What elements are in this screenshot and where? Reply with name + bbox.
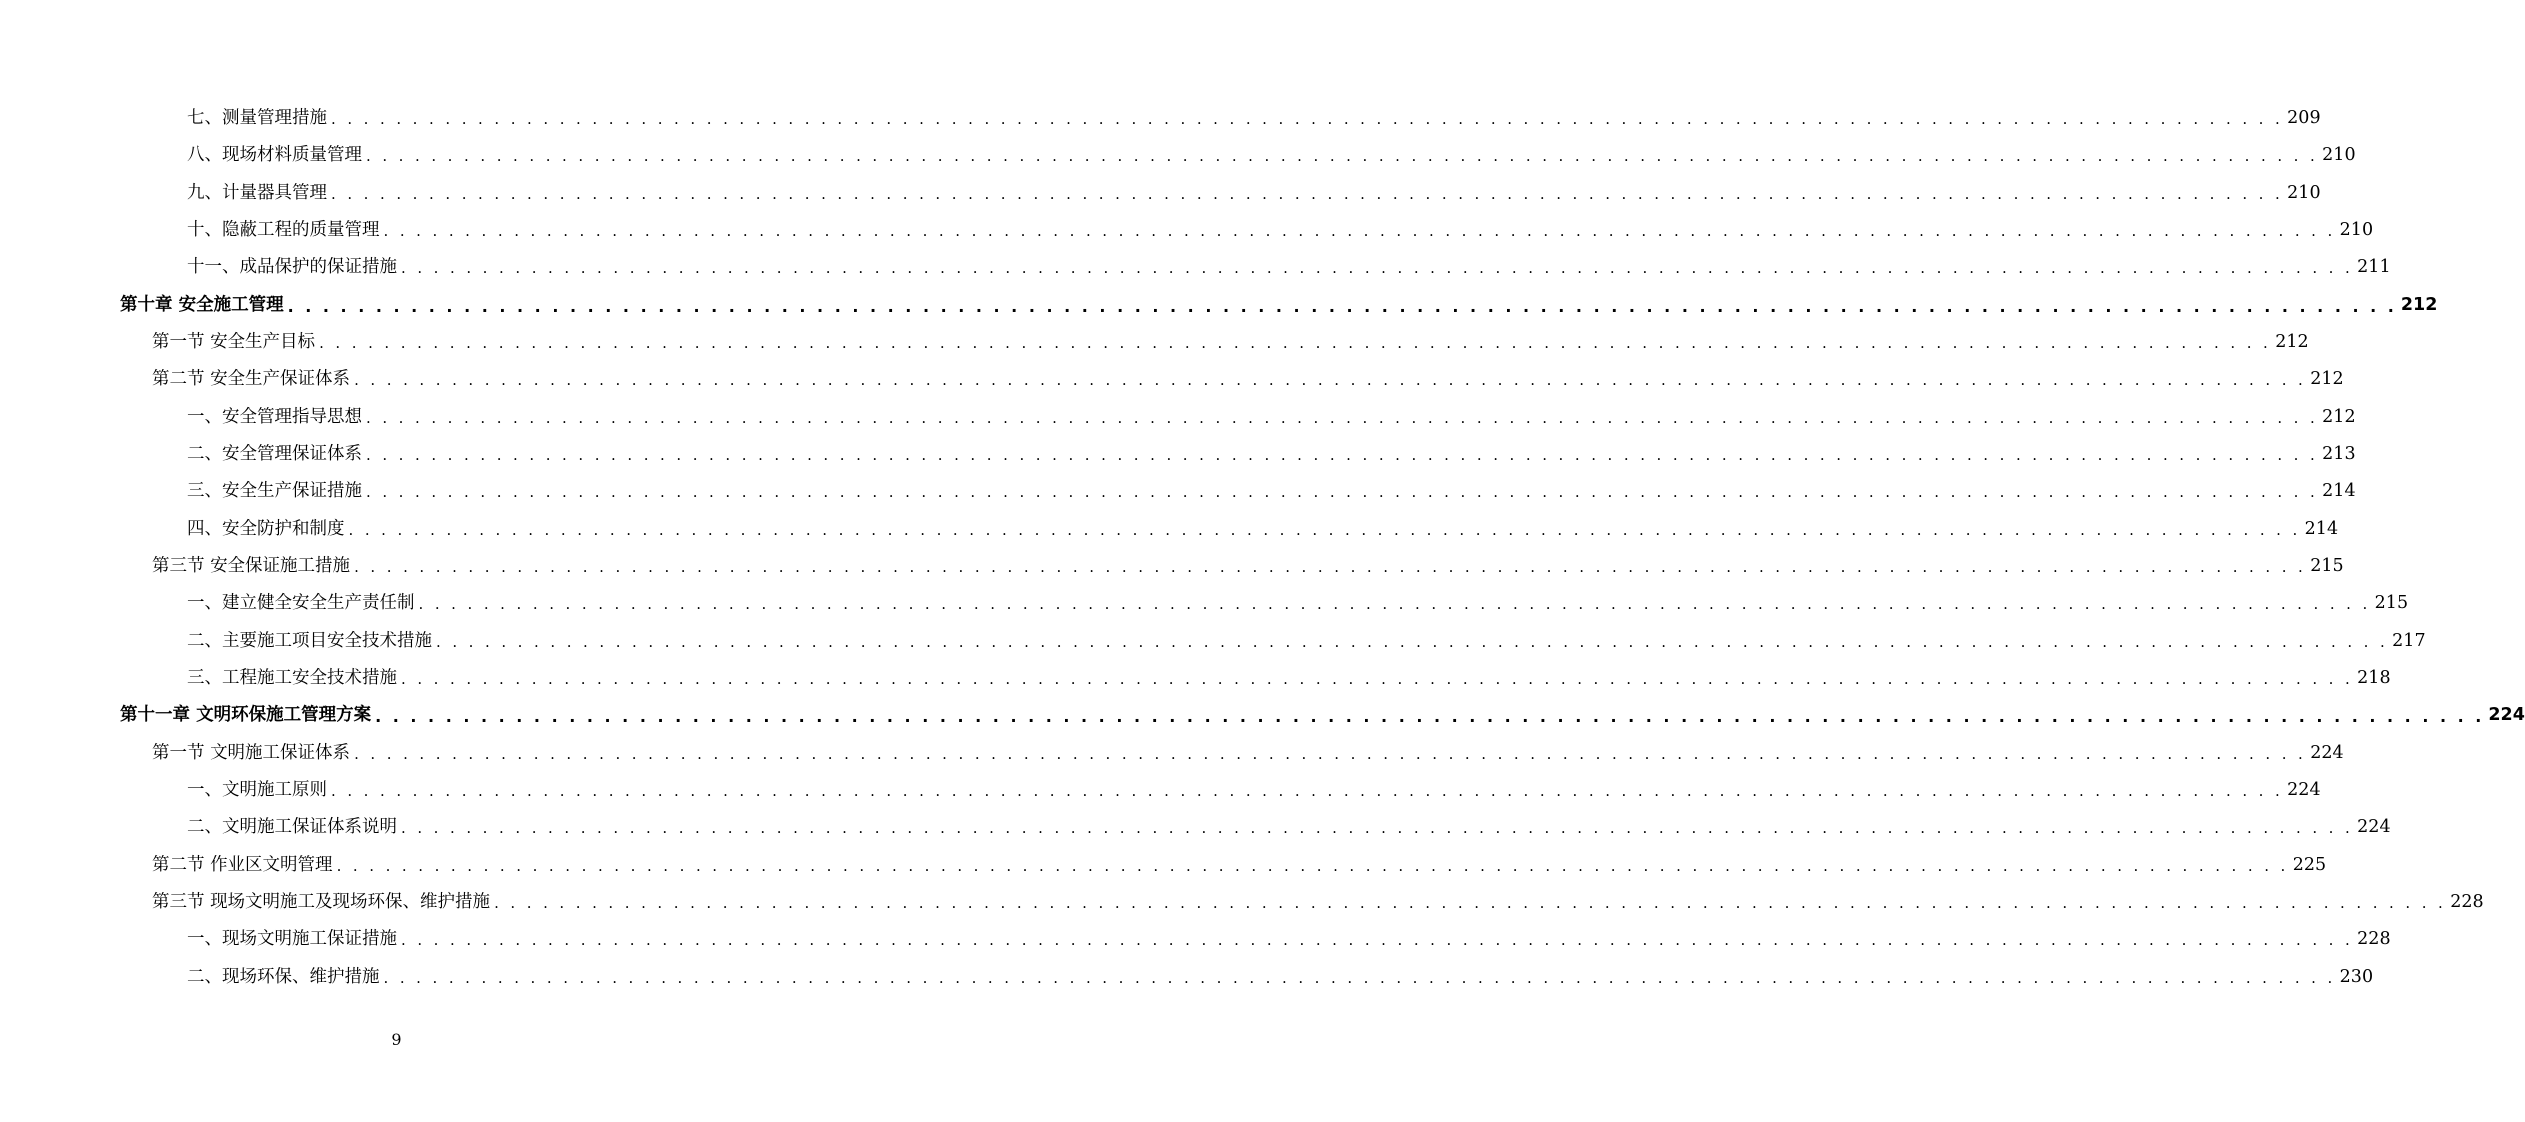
toc-entry-title: 一、建立健全安全生产责任制 <box>187 593 415 614</box>
toc-section-entry[interactable] <box>0 847 2327 884</box>
toc-dot-leader: . . . . . . . . . . . . . . . . . . . . . . . . . . . . . . . . . . . . . . . . . . . . . . . . . . . . . . . . . . . . . . . . . . . . . . . . . . . . . . . . . . . . . . . . . . . . . . . . . . . . . . . . . . . . . . . . . . . . . . . . <box>494 893 2447 912</box>
toc-chapter-entry[interactable] <box>0 697 2525 734</box>
toc-dot-leader: . . . . . . . . . . . . . . . . . . . . . . . . . . . . . . . . . . . . . . . . . . . . . . . . . . . . . . . . . . . . . . . . . . . . . . . . . . . . . . . . . . . . . . . . . . . . . . . . . . . . . . . . . . . . . . . . . . . . . . . . <box>354 557 2307 576</box>
toc-section-entry[interactable] <box>0 548 2344 585</box>
toc-entry-title: 第十一章 文明环保施工管理方案 <box>120 705 372 726</box>
toc-entry-page: 214 <box>2322 481 2356 502</box>
toc-entry-page: 213 <box>2322 443 2356 464</box>
toc-subsection-entry[interactable] <box>0 921 2391 958</box>
toc-entry-page: 215 <box>2374 593 2409 614</box>
toc-subsection-entry[interactable] <box>0 100 2321 137</box>
toc-subsection-entry[interactable] <box>0 436 2356 473</box>
toc-entry-title: 十一、成品保护的保证措施 <box>187 257 397 278</box>
toc-dot-leader: . . . . . . . . . . . . . . . . . . . . . . . . . . . . . . . . . . . . . . . . . . . . . . . . . . . . . . . . . . . . . . . . . . . . . . . . . . . . . . . . . . . . . . . . . . . . . . . . . . . . . . . . . . . . . . . . . . . . . . . . <box>436 632 2389 651</box>
toc-entry-page: 228 <box>2450 891 2484 912</box>
toc-dot-leader: . . . . . . . . . . . . . . . . . . . . . . . . . . . . . . . . . . . . . . . . . . . . . . . . . . . . . . . . . . . . . . . . . . . . . . . . . . . . . . . . . . . . . . . . . . . . . . . . . . . . . . . . . . . . . . . . . . . . . . . . <box>383 968 2336 987</box>
toc-entry-page: 224 <box>2357 817 2391 838</box>
table-of-contents <box>0 100 2525 996</box>
toc-entry-page: 228 <box>2357 929 2391 950</box>
toc-section-entry[interactable] <box>0 884 2484 921</box>
toc-entry-title: 一、现场文明施工保证措施 <box>187 929 397 950</box>
toc-dot-leader: . . . . . . . . . . . . . . . . . . . . . . . . . . . . . . . . . . . . . . . . . . . . . . . . . . . . . . . . . . . . . . . . . . . . . . . . . . . . . . . . . . . . . . . . . . . . . . . . . . . . . . . . . . . . . . . . . . . . . . . . <box>383 221 2336 240</box>
toc-subsection-entry[interactable] <box>0 511 2339 548</box>
toc-subsection-entry[interactable] <box>0 473 2356 510</box>
toc-entry-page: 214 <box>2304 518 2339 539</box>
toc-chapter-entry[interactable] <box>0 287 2438 324</box>
toc-entry-page: 211 <box>2357 257 2391 278</box>
toc-entry-title: 四、安全防护和制度 <box>187 518 345 539</box>
toc-subsection-entry[interactable] <box>0 660 2391 697</box>
toc-entry-page: 212 <box>2322 406 2356 427</box>
toc-subsection-entry[interactable] <box>0 249 2391 286</box>
toc-entry-page: 212 <box>2400 294 2438 315</box>
toc-entry-page: 209 <box>2287 108 2321 128</box>
toc-dot-leader: . . . . . . . . . . . . . . . . . . . . . . . . . . . . . . . . . . . . . . . . . . . . . . . . . . . . . . . . . . . . . . . . . . . . . . . . . . . . . . . . . . . . . . . . . . . . . . . . . . . . . . . . . . . . . . . . . . . . . . . . <box>401 819 2354 838</box>
toc-entry-title: 二、现场环保、维护措施 <box>187 966 380 987</box>
toc-entry-page: 224 <box>2310 742 2344 763</box>
toc-section-entry[interactable] <box>0 361 2344 398</box>
toc-subsection-entry[interactable] <box>0 175 2321 212</box>
page-number: 9 <box>391 1030 402 1049</box>
toc-dot-leader: . . . . . . . . . . . . . . . . . . . . . . . . . . . . . . . . . . . . . . . . . . . . . . . . . . . . . . . . . . . . . . . . . . . . . . . . . . . . . . . . . . . . . . . . . . . . . . . . . . . . . . . . . . . . . . . . . . . . . . . . <box>348 520 2301 539</box>
toc-entry-title: 十、隐蔽工程的质量管理 <box>187 219 380 240</box>
toc-dot-leader: . . . . . . . . . . . . . . . . . . . . . . . . . . . . . . . . . . . . . . . . . . . . . . . . . . . . . . . . . . . . . . . . . . . . . . . . . . . . . . . . . . . . . . . . . . . . . . . . . . . . . . . . . . . . . . . . . . . . . . . . <box>401 259 2354 278</box>
toc-entry-title: 二、安全管理保证体系 <box>187 443 362 464</box>
toc-subsection-entry[interactable] <box>0 137 2356 174</box>
toc-dot-leader: . . . . . . . . . . . . . . . . . . . . . . . . . . . . . . . . . . . . . . . . . . . . . . . . . . . . . . . . . . . . . . . . . . . . . . . . . . . . . . . . . . . . . . . . . . . . . . . . . . . . . . . . . . . . . . . . . . . . . . . . <box>354 371 2307 390</box>
toc-dot-leader: . . . . . . . . . . . . . . . . . . . . . . . . . . . . . . . . . . . . . . . . . . . . . . . . . . . . . . . . . . . . . . . . . . . . . . . . . . . . . . . . . . . . . . . . . . . . . . . . . . . . . . . . . . . . . . . . . . . . . . . . <box>366 445 2319 464</box>
toc-entry-title: 七、测量管理措施 <box>187 108 327 128</box>
toc-dot-leader: . . . . . . . . . . . . . . . . . . . . . . . . . . . . . . . . . . . . . . . . . . . . . . . . . . . . . . . . . . . . . . . . . . . . . . . . . . . . . . . . . . . . . . . . . . . . . . . . . . . . . . . . . . . . . . . . . . . . . . . . <box>331 781 2284 800</box>
toc-subsection-entry[interactable] <box>0 772 2321 809</box>
toc-entry-title: 九、计量器具管理 <box>187 182 327 203</box>
toc-entry-page: 217 <box>2392 630 2426 651</box>
toc-dot-leader: . . . . . . . . . . . . . . . . . . . . . . . . . . . . . . . . . . . . . . . . . . . . . . . . . . . . . . . . . . . . . . . . . . . . . . . . . . . . . . . . . . . . . . . . . . . . . . . . . . . . . . . . . . . . . . . . . . . . . . . . <box>401 931 2354 950</box>
toc-entry-title: 一、文明施工原则 <box>187 779 327 800</box>
toc-entry-title: 第三节 安全保证施工措施 <box>152 555 351 576</box>
toc-entry-title: 一、安全管理指导思想 <box>187 406 362 427</box>
toc-dot-leader: . . . . . . . . . . . . . . . . . . . . . . . . . . . . . . . . . . . . . . . . . . . . . . . . . . . . . . . . . . . . . . . . . . . . . . . . . . . . . . . . . . . . . . . . . . . . . . . . . . . . . . . . . . . . . . . . . . . . . . . . <box>366 147 2319 166</box>
toc-dot-leader: . . . . . . . . . . . . . . . . . . . . . . . . . . . . . . . . . . . . . . . . . . . . . . . . . . . . . . . . . . . . . . . . . . . . . . . . . . . . . . . . . . . . . . . . . . . . . . . . . . . . . . . . . . . . . . . . . . . . . . . . <box>331 110 2284 128</box>
toc-entry-page: 212 <box>2275 331 2309 352</box>
toc-entry-page: 224 <box>2488 705 2525 726</box>
toc-subsection-entry[interactable] <box>0 399 2356 436</box>
toc-section-entry[interactable] <box>0 324 2309 361</box>
toc-entry-title: 八、现场材料质量管理 <box>187 145 362 166</box>
toc-dot-leader: . . . . . . . . . . . . . . . . . . . . . . . . . . . . . . . . . . . . . . . . . . . . . . . . . . . . . . . . . . . . . . . . . . . . . . . . . . . . . . . . . . . . . . . . . . . . . . . . . . . . . . . . . . . . . . . . . . . . . . . . <box>366 483 2319 502</box>
toc-entry-title: 第三节 现场文明施工及现场环保、维护措施 <box>152 891 491 912</box>
toc-entry-title: 第十章 安全施工管理 <box>120 294 284 315</box>
toc-entry-title: 三、安全生产保证措施 <box>187 481 362 502</box>
toc-entry-page: 215 <box>2310 555 2344 576</box>
toc-entry-page: 230 <box>2339 966 2374 987</box>
toc-dot-leader: . . . . . . . . . . . . . . . . . . . . . . . . . . . . . . . . . . . . . . . . . . . . . . . . . . . . . . . . . . . . . . . . . . . . . . . . . . . . . . . . . . . . . . . . . . . . . . . . . . . . . . . . . . . . . . . . . . . . . . . . <box>319 333 2272 352</box>
toc-subsection-entry[interactable] <box>0 809 2391 846</box>
toc-entry-title: 第一节 文明施工保证体系 <box>152 742 351 763</box>
toc-subsection-entry[interactable] <box>0 585 2409 622</box>
toc-entry-title: 第二节 安全生产保证体系 <box>152 369 351 390</box>
toc-dot-leader: . . . . . . . . . . . . . . . . . . . . . . . . . . . . . . . . . . . . . . . . . . . . . . . . . . . . . . . . . . . . . . . . . . . . . . . . . . . . . . . . . . . . . . . . . . . . . . . . . . . . . . . . . . . . . . . . . . . . . . . . <box>287 296 2397 316</box>
toc-entry-page: 210 <box>2339 219 2374 240</box>
toc-dot-leader: . . . . . . . . . . . . . . . . . . . . . . . . . . . . . . . . . . . . . . . . . . . . . . . . . . . . . . . . . . . . . . . . . . . . . . . . . . . . . . . . . . . . . . . . . . . . . . . . . . . . . . . . . . . . . . . . . . . . . . . . <box>354 744 2307 763</box>
toc-entry-page: 225 <box>2292 854 2327 875</box>
toc-entry-page: 210 <box>2287 182 2321 203</box>
toc-dot-leader: . . . . . . . . . . . . . . . . . . . . . . . . . . . . . . . . . . . . . . . . . . . . . . . . . . . . . . . . . . . . . . . . . . . . . . . . . . . . . . . . . . . . . . . . . . . . . . . . . . . . . . . . . . . . . . . . . . . . . . . . <box>375 707 2485 727</box>
toc-entry-page: 218 <box>2357 667 2391 688</box>
toc-subsection-entry[interactable] <box>0 623 2426 660</box>
toc-entry-title: 三、工程施工安全技术措施 <box>187 667 397 688</box>
toc-section-entry[interactable] <box>0 735 2344 772</box>
toc-dot-leader: . . . . . . . . . . . . . . . . . . . . . . . . . . . . . . . . . . . . . . . . . . . . . . . . . . . . . . . . . . . . . . . . . . . . . . . . . . . . . . . . . . . . . . . . . . . . . . . . . . . . . . . . . . . . . . . . . . . . . . . . <box>418 595 2371 614</box>
toc-entry-page: 212 <box>2310 369 2344 390</box>
toc-subsection-entry[interactable] <box>0 959 2374 996</box>
toc-subsection-entry[interactable] <box>0 212 2374 249</box>
toc-entry-title: 二、主要施工项目安全技术措施 <box>187 630 432 651</box>
toc-dot-leader: . . . . . . . . . . . . . . . . . . . . . . . . . . . . . . . . . . . . . . . . . . . . . . . . . . . . . . . . . . . . . . . . . . . . . . . . . . . . . . . . . . . . . . . . . . . . . . . . . . . . . . . . . . . . . . . . . . . . . . . . <box>331 184 2284 203</box>
toc-dot-leader: . . . . . . . . . . . . . . . . . . . . . . . . . . . . . . . . . . . . . . . . . . . . . . . . . . . . . . . . . . . . . . . . . . . . . . . . . . . . . . . . . . . . . . . . . . . . . . . . . . . . . . . . . . . . . . . . . . . . . . . . <box>401 669 2354 688</box>
toc-entry-page: 210 <box>2322 145 2356 166</box>
toc-dot-leader: . . . . . . . . . . . . . . . . . . . . . . . . . . . . . . . . . . . . . . . . . . . . . . . . . . . . . . . . . . . . . . . . . . . . . . . . . . . . . . . . . . . . . . . . . . . . . . . . . . . . . . . . . . . . . . . . . . . . . . . . <box>366 408 2319 427</box>
toc-entry-title: 第二节 作业区文明管理 <box>152 854 333 875</box>
toc-dot-leader: . . . . . . . . . . . . . . . . . . . . . . . . . . . . . . . . . . . . . . . . . . . . . . . . . . . . . . . . . . . . . . . . . . . . . . . . . . . . . . . . . . . . . . . . . . . . . . . . . . . . . . . . . . . . . . . . . . . . . . . . <box>336 856 2289 875</box>
toc-entry-title: 二、文明施工保证体系说明 <box>187 817 397 838</box>
toc-entry-title: 第一节 安全生产目标 <box>152 331 316 352</box>
toc-entry-page: 224 <box>2287 779 2321 800</box>
